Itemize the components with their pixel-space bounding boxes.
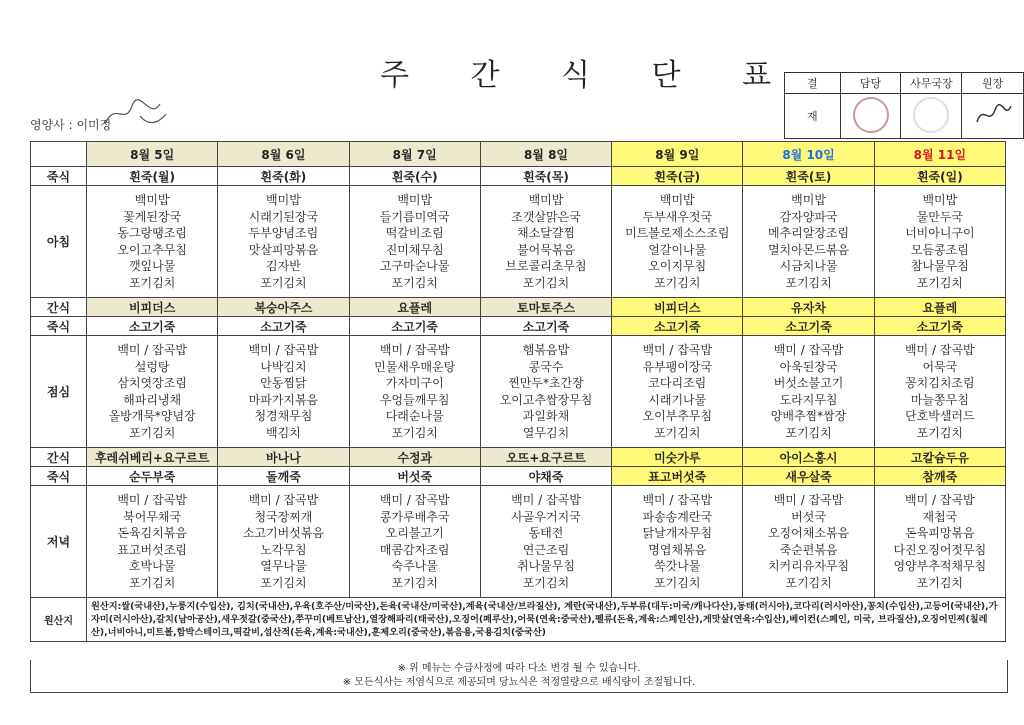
notes-box [30, 660, 1008, 693]
date-header: 8월 11일 [874, 142, 1005, 167]
snack1-cell: 토마토주스 [480, 298, 611, 317]
menu-item: 명엽채볶음 [648, 542, 707, 557]
approval-label-1: 결 [785, 73, 841, 94]
menu-item: 영양부추적채무침 [893, 559, 987, 573]
porridge_noon-cell: 소고기죽 [480, 317, 611, 336]
menu-item: 돈육피망볶음 [905, 526, 975, 540]
menu-item: 오이지무침 [648, 259, 707, 273]
porridge-pm-row [31, 467, 1006, 486]
menu-item: 민물새우매운탕 [374, 359, 456, 374]
porridge_am-cell: 흰죽(화) [218, 167, 349, 186]
menu-item: 오이부추무침 [642, 409, 713, 423]
menu-item: 오징어채소볶음 [767, 526, 850, 540]
menu-item: 치커리유자무침 [767, 559, 850, 573]
menu-item: 포기김치 [916, 575, 964, 590]
menu-item: 물만두국 [916, 209, 964, 224]
menu-item: 백미 / 잡곡밥 [905, 493, 975, 507]
dinner-cell [218, 486, 349, 598]
menu-item: 포기김치 [916, 275, 964, 290]
menu-item: 김자반 [266, 259, 301, 273]
approval-header-director: 사무국장 [901, 73, 962, 94]
menu-item: 취나물무침 [517, 559, 575, 573]
snack2-cell: 미숫가루 [612, 448, 743, 467]
menu-item: 두부새우젓국 [642, 209, 713, 224]
menu-item: 포기김치 [128, 425, 176, 440]
menu-item: 포기김치 [128, 275, 176, 290]
menu-item: 닭날개자무침 [642, 526, 713, 540]
breakfast-cell [743, 186, 874, 298]
menu-item: 다진오징어젓무침 [893, 542, 987, 557]
menu-item: 모듬콩조림 [910, 242, 969, 257]
menu-item: 오리불고기 [385, 526, 444, 540]
menu-item: 동태전 [528, 526, 564, 540]
approval-label-2: 재 [785, 94, 841, 139]
date-header: 8월 7일 [349, 142, 480, 167]
menu-item: 백미 / 잡곡밥 [379, 493, 450, 507]
menu-item: 백미 / 잡곡밥 [642, 493, 713, 507]
snack1-cell: 유자차 [743, 298, 874, 317]
porridge_pm-cell: 새우살죽 [743, 467, 874, 486]
menu-item: 백미밥 [134, 193, 170, 207]
row-label: 점심 [31, 336, 87, 448]
snack1-cell: 비피더스 [612, 298, 743, 317]
lunch-cell [87, 336, 218, 448]
signature-icon [973, 100, 1013, 130]
porridge_noon-cell: 소고기죽 [612, 317, 743, 336]
menu-item: 백김치 [266, 425, 301, 440]
menu-item: 나박김치 [260, 359, 307, 374]
lunch-cell [218, 336, 349, 448]
menu-item: 백미 / 잡곡밥 [248, 343, 319, 357]
breakfast-cell [874, 186, 1005, 298]
menu-item: 포기김치 [916, 425, 964, 440]
porridge_pm-cell: 버섯죽 [349, 467, 480, 486]
menu-item: 백미 / 잡곡밥 [773, 493, 844, 507]
row-label: 죽식 [31, 317, 87, 336]
menu-item: 다래순나물 [385, 409, 444, 423]
menu-item: 소고기버섯볶음 [242, 526, 324, 540]
menu-item: 깻잎나물 [128, 259, 176, 273]
approval-header-staff: 담당 [840, 73, 901, 94]
porridge_noon-cell: 소고기죽 [218, 317, 349, 336]
menu-item: 아욱된장국 [779, 359, 838, 374]
stamp-icon [853, 97, 889, 133]
menu-item: 두부양념조림 [248, 226, 319, 240]
approval-stamp-staff [840, 94, 901, 139]
lunch-cell [612, 336, 743, 448]
date-header: 8월 8일 [480, 142, 611, 167]
menu-item: 표고버섯조림 [117, 542, 187, 557]
approval-stamp-director [901, 94, 962, 139]
menu-item: 너비아니구이 [905, 226, 975, 240]
snack2-cell: 바나나 [218, 448, 349, 467]
breakfast-cell [612, 186, 743, 298]
menu-item: 죽순편볶음 [779, 542, 838, 557]
snack1-cell: 복숭아주스 [218, 298, 349, 317]
porridge-noon-row [31, 317, 1006, 336]
menu-item: 마파가지볶음 [248, 392, 319, 407]
date-header: 8월 6일 [218, 142, 349, 167]
menu-item: 백미 / 잡곡밥 [642, 343, 713, 357]
menu-item: 설렁탕 [134, 359, 170, 374]
menu-item: 채소달걀찜 [517, 226, 575, 240]
menu-item: 백미 / 잡곡밥 [379, 343, 450, 357]
menu-item: 얼갈이나물 [648, 242, 707, 257]
dinner-cell [874, 486, 1005, 598]
lunch-cell [743, 336, 874, 448]
menu-item: 포기김치 [785, 275, 832, 290]
menu-item: 백미밥 [791, 193, 826, 207]
breakfast-cell [87, 186, 218, 298]
menu-item: 콩국수 [528, 359, 564, 374]
dinner-cell [87, 486, 218, 598]
menu-item: 포기김치 [654, 575, 701, 590]
menu-item: 불어묵볶음 [517, 242, 575, 257]
row-label: 저녁 [31, 486, 87, 598]
porridge_pm-cell: 참깨죽 [874, 467, 1005, 486]
snack2-cell: 아이스홍시 [743, 448, 874, 467]
breakfast-cell [349, 186, 480, 298]
menu-item: 콩가루배추국 [379, 509, 450, 524]
dinner-cell [349, 486, 480, 598]
menu-item: 참나물무침 [910, 259, 969, 273]
porridge_pm-cell: 돌깨죽 [218, 467, 349, 486]
note-line: ※ 모든식사는 저염식으로 제공되며 당뇨식은 적정열량으로 배식량이 조절됩니다. [342, 677, 696, 688]
row-label: 아침 [31, 186, 87, 298]
menu-item: 메추리알장조림 [767, 226, 850, 240]
menu-item: 포기김치 [391, 425, 438, 440]
menu-item: 해파리냉채 [123, 392, 182, 407]
porridge_am-cell: 흰죽(수) [349, 167, 480, 186]
porridge_noon-cell: 소고기죽 [349, 317, 480, 336]
snack1-cell: 비피더스 [87, 298, 218, 317]
menu-item: 호박나물 [128, 559, 176, 573]
menu-item: 백미 / 잡곡밥 [511, 493, 581, 507]
porridge_am-cell: 흰죽(목) [480, 167, 611, 186]
menu-item: 노각무침 [260, 542, 307, 557]
dinner-cell [743, 486, 874, 598]
snack2-cell: 오뜨+요구르트 [480, 448, 611, 467]
menu-item: 숙주나물 [391, 559, 438, 573]
menu-item: 쑥갓나물 [654, 559, 701, 573]
porridge_pm-cell: 순두부죽 [87, 467, 218, 486]
menu-item: 안동찜닭 [260, 376, 307, 390]
menu-item: 오이고추무침 [117, 242, 187, 257]
menu-item: 조갯살맑은국 [511, 209, 581, 224]
menu-item: 시래기나물 [648, 392, 707, 407]
nutritionist-label: 영양사 : 이미정 [30, 118, 112, 132]
snack1-row [31, 298, 1006, 317]
menu-item: 떡갈비조림 [385, 226, 444, 240]
menu-item: 찐만두*초간장 [508, 376, 584, 390]
snack2-cell: 수정과 [349, 448, 480, 467]
snack2-cell: 고칼슘두유 [874, 448, 1005, 467]
menu-item: 백미 / 잡곡밥 [117, 343, 187, 357]
menu-item: 백미 / 잡곡밥 [773, 343, 844, 357]
menu-item: 파송송계란국 [642, 509, 713, 524]
menu-item: 포기김치 [785, 425, 832, 440]
approval-header-chief: 원장 [962, 73, 1024, 94]
origin-label: 원산지 [31, 598, 87, 642]
porridge_noon-cell: 소고기죽 [874, 317, 1005, 336]
menu-item: 돈육김치볶음 [117, 526, 187, 540]
lunch-cell [874, 336, 1005, 448]
dinner-row [31, 486, 1006, 598]
menu-item: 포기김치 [391, 275, 438, 290]
dinner-cell [480, 486, 611, 598]
date-header: 8월 5일 [87, 142, 218, 167]
date-row [31, 142, 1006, 167]
menu-item: 재첩국 [922, 509, 958, 524]
approval-table [784, 72, 1024, 139]
menu-item: 맛살피망볶음 [248, 242, 319, 257]
menu-item: 백미밥 [266, 193, 301, 207]
dinner-cell [612, 486, 743, 598]
porridge_am-cell: 흰죽(월) [87, 167, 218, 186]
menu-item: 코다리조림 [648, 376, 707, 390]
menu-item: 어묵국 [922, 359, 958, 374]
menu-item: 열무김치 [522, 425, 570, 440]
menu-item: 유부팽이장국 [642, 359, 713, 374]
menu-item: 꽃게된장국 [123, 209, 182, 224]
lunch-cell [480, 336, 611, 448]
date-header: 8월 9일 [612, 142, 743, 167]
menu-item: 북어무채국 [123, 509, 182, 524]
page-title: 주 간 식 단 표 [380, 58, 798, 93]
menu-item: 청경채무침 [254, 409, 313, 423]
menu-item: 단호박샐러드 [905, 409, 975, 423]
menu-item: 도라지무침 [779, 392, 838, 407]
menu-item: 감자양파국 [779, 209, 838, 224]
breakfast-row [31, 186, 1006, 298]
menu-table [30, 141, 1006, 642]
menu-item: 시래기된장국 [248, 209, 319, 224]
snack1-cell: 요플레 [874, 298, 1005, 317]
menu-item: 포기김치 [391, 575, 438, 590]
menu-item: 진미채무침 [385, 242, 444, 257]
menu-item: 매콤감자조림 [379, 542, 450, 557]
menu-item: 백미밥 [659, 193, 695, 207]
porridge_pm-cell: 표고버섯죽 [612, 467, 743, 486]
menu-item: 미트볼로제소스조림 [625, 226, 730, 240]
porridge_am-cell: 흰죽(토) [743, 167, 874, 186]
menu-item: 포기김치 [128, 575, 176, 590]
menu-item: 백미 / 잡곡밥 [905, 343, 975, 357]
origin-row [31, 598, 1006, 642]
row-label: 간식 [31, 298, 87, 317]
menu-item: 포기김치 [260, 575, 307, 590]
origin-text: 원산지:쌀(국내산),누룽지(수입산), 김치(국내산),우육(호주산/미국산),돈육(국내산/미국산),계육(국내산/브라질산), 계란(국내산),두부류(대두:미국/캐나다산),동태(러시아),코다리(러시아산),꽁치(수입산),고등어(국내산),가자미(러시아산),갈치(남아공산),새우젓갈(중국산),쭈꾸미(베트남산),열장해파리(태국산),오징어(페루산),어묵(연육:중국산),펠류(돈육,계육:스페인산),게맛살(연육:수입산),베이컨(스페인, 미국, 브라질산),오징어민찌(칠레산),너비아니,미트볼,함박스테이크,떡갈비,섭산적(돈육,계육:국내산),훈제오리(중국산),볶음용,국용김치(중국산) [87, 598, 1006, 642]
row-label: 간식 [31, 448, 87, 467]
menu-item: 브로콜리초무침 [505, 259, 587, 273]
menu-item: 포기김치 [654, 425, 701, 440]
menu-item: 과일화채 [522, 409, 570, 423]
menu-item: 우엉들깨무침 [379, 392, 450, 407]
menu-item: 버섯국 [791, 509, 826, 524]
menu-item: 포기김치 [522, 275, 570, 290]
snack1-cell: 요플레 [349, 298, 480, 317]
menu-item: 고구마순나물 [379, 259, 450, 273]
menu-item: 백미 / 잡곡밥 [117, 493, 187, 507]
menu-item: 연근조림 [522, 542, 570, 557]
menu-item: 시금치나물 [779, 259, 838, 273]
porridge_noon-cell: 소고기죽 [87, 317, 218, 336]
stamp-icon [913, 97, 949, 133]
breakfast-cell [218, 186, 349, 298]
menu-item: 백미밥 [397, 193, 433, 207]
porridge_pm-cell: 야채죽 [480, 467, 611, 486]
signature-scribble [100, 96, 170, 132]
menu-item: 포기김치 [654, 275, 701, 290]
snack2-row [31, 448, 1006, 467]
menu-item: 들기름미역국 [379, 209, 450, 224]
breakfast-cell [480, 186, 611, 298]
menu-item: 오이고추쌈장무침 [499, 392, 593, 407]
menu-item: 꽁치김치조림 [905, 376, 975, 390]
note-line: ※ 위 메뉴는 수급사정에 따라 다소 변경 될 수 있습니다. [397, 663, 641, 674]
menu-item: 양배추찜*쌈장 [770, 409, 847, 423]
menu-item: 포기김치 [522, 575, 570, 590]
row-label: 죽식 [31, 167, 87, 186]
approval-stamp-chief [962, 94, 1024, 139]
menu-item: 마늘쫑무침 [910, 392, 969, 407]
row-label: 죽식 [31, 467, 87, 486]
menu-item: 포기김치 [260, 275, 307, 290]
menu-item: 버섯소불고기 [773, 376, 844, 390]
menu-item: 동그랑땡조림 [117, 226, 187, 240]
menu-item: 포기김치 [785, 575, 832, 590]
menu-item: 백미 / 잡곡밥 [248, 493, 319, 507]
menu-item: 햄볶음밥 [522, 343, 570, 357]
date-header: 8월 10일 [743, 142, 874, 167]
menu-item: 삼치엿장조림 [117, 376, 187, 390]
lunch-cell [349, 336, 480, 448]
lunch-row [31, 336, 1006, 448]
menu-item: 청국장찌개 [254, 509, 313, 524]
menu-item: 가자미구이 [385, 376, 444, 390]
menu-item: 백미밥 [528, 193, 564, 207]
porridge-am-row [31, 167, 1006, 186]
menu-item: 멸치아몬드볶음 [767, 242, 850, 257]
porridge_am-cell: 흰죽(금) [612, 167, 743, 186]
menu-item: 올방개묵*양념장 [108, 409, 196, 423]
porridge_am-cell: 흰죽(일) [874, 167, 1005, 186]
porridge_noon-cell: 소고기죽 [743, 317, 874, 336]
menu-item: 열무나물 [260, 559, 307, 573]
snack2-cell: 후레쉬베리+요구르트 [87, 448, 218, 467]
menu-item: 사골우거지국 [511, 509, 581, 524]
menu-item: 백미밥 [922, 193, 958, 207]
